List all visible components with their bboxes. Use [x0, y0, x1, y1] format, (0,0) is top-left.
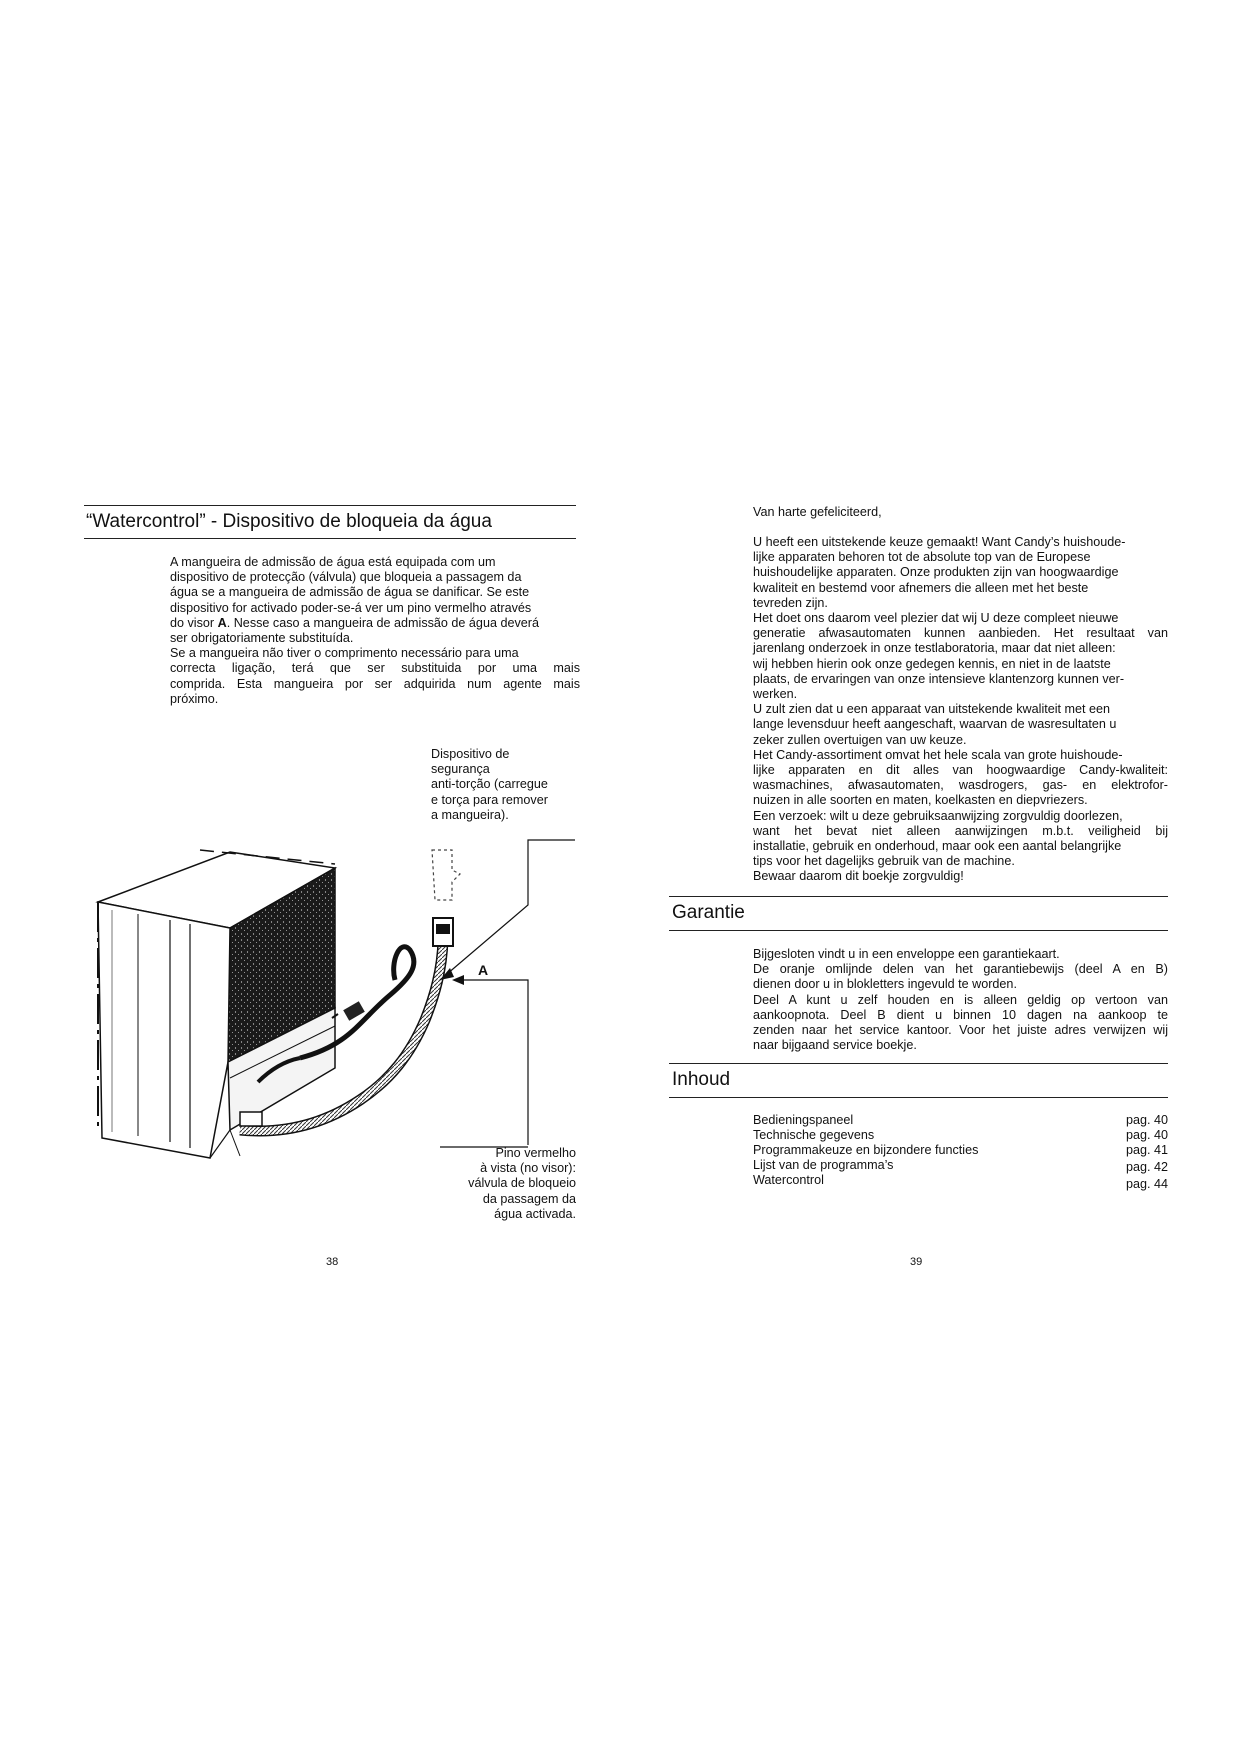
- caption-red-pin: Pino vermelho à vista (no visor): válvula de bloqueio da passagem da água activada.: [468, 1146, 576, 1221]
- inhoud-title: Inhoud: [672, 1069, 731, 1090]
- label-visor-a: A: [478, 962, 489, 978]
- para-line: dienen door u in blokletters ingevuld te worden.: [753, 977, 1017, 992]
- para-line: dispositivo for activado poder-se-á ver um pino vermelho através: [170, 600, 532, 615]
- left-title-rule-bottom: [84, 538, 576, 539]
- para-line: huishoudelijke apparaten. Onze produkten zijn van hoogwaardige: [753, 565, 1119, 580]
- para-line: zenden naar het service kantoor. Voor het juiste adres verwijzen wij: [753, 1023, 1168, 1038]
- callout-lines: [420, 830, 590, 1150]
- toc-item-title: Watercontrol: [753, 1173, 824, 1187]
- greeting: Van harte gefeliciteerd,: [753, 505, 882, 519]
- para-line: Deel A kunt u zelf houden en is alleen geldig op vertoon van: [753, 992, 1168, 1007]
- toc-item-title: Bedieningspaneel: [753, 1113, 854, 1127]
- inhoud-rule-top: [669, 1063, 1168, 1064]
- para-line: wij hebben hierin ook onze gedegen kennis, en niet in de laatste: [753, 656, 1111, 671]
- inhoud-rule-bottom: [669, 1097, 1168, 1098]
- toc-item-page: pag. 40: [1125, 1113, 1168, 1127]
- para-line: Bijgesloten vindt u in een enveloppe een garantiekaart.: [753, 947, 1060, 961]
- para-line: wasmachines, afwasautomaten, wasdrogers, gas- en elektrofor-: [753, 778, 1168, 793]
- toc-item-title: Lijst van de programma’s: [753, 1158, 894, 1172]
- para-line: água se a mangueira de admissão de água se danificar. Se este: [170, 585, 530, 600]
- para-line: generatie afwasautomaten kunnen aanbieden. Het resultaat van: [753, 626, 1168, 641]
- toc-item-page: pag. 40: [1125, 1128, 1168, 1142]
- para-line: A mangueira de admissão de água está equipada com um: [170, 555, 496, 569]
- callout-line-top: [440, 840, 575, 980]
- para-line: U heeft een uitstekende keuze gemaakt! Want Candy’s huishoude-: [753, 535, 1126, 549]
- intro-paragraph: [753, 535, 1168, 885]
- caption-anti-torsion: Dispositivo de segurança anti-torção (carregue e torça para remover a mangueira).: [431, 747, 548, 822]
- dishwasher-front: [98, 902, 230, 1158]
- toc-item[interactable]: [753, 1113, 1168, 1128]
- para-line: installatie, gebruik en onderhoud, maar ook een aantal belangrijke: [753, 839, 1122, 854]
- para-line: Het Candy-assortiment omvat het hele scala van grote huishoude-: [753, 747, 1123, 762]
- page-number-right: 39: [910, 1256, 923, 1268]
- para-line: correcta ligação, terá que ser substituida por uma mais: [170, 661, 580, 676]
- para-line: Se a mangueira não tiver o comprimento necessário para uma: [170, 646, 519, 661]
- para-line: naar bijgaand service boekje.: [753, 1038, 917, 1053]
- para-line: nuizen in alle soorten en maten, koelkasten en diepvriezers.: [753, 793, 1088, 808]
- garantie-rule-bottom: [669, 930, 1168, 931]
- para-line: aankoopnota. Deel B dient u binnen 10 dagen na aankoop te: [753, 1007, 1168, 1022]
- toc-item[interactable]: [753, 1173, 1168, 1191]
- para-line: zeker zullen overtuigen van uw keuze.: [753, 732, 967, 747]
- garantie-title: Garantie: [672, 902, 745, 923]
- para-line: próximo.: [170, 691, 219, 706]
- para-line: tips voor het dagelijks gebruik van de machine.: [753, 854, 1015, 869]
- toc-item[interactable]: [753, 1143, 1168, 1158]
- para-line: comprida. Esta mangueira por ser adquirida num agente mais: [170, 676, 580, 691]
- para-line: ser obrigatoriamente substituída.: [170, 631, 354, 646]
- garantie-rule-top: [669, 896, 1168, 897]
- garantie-paragraph: [753, 947, 1168, 1053]
- para-line: tevreden zijn.: [753, 595, 828, 610]
- para-line: do visor A. Nesse caso a mangueira de admissão de água deverá: [170, 615, 539, 630]
- para-line: lange levensduur heeft aangeschaft, waarvan de wasresultaten u: [753, 717, 1117, 732]
- watercontrol-paragraph: [170, 555, 580, 707]
- para-line: Een verzoek: wilt u deze gebruiksaanwijzing zorgvuldig doorlezen,: [753, 808, 1123, 823]
- left-page-title: “Watercontrol” - Dispositivo de bloqueia da água: [86, 511, 492, 532]
- toc-item[interactable]: [753, 1158, 1168, 1173]
- callout-line-bottom: [458, 980, 528, 1145]
- para-line: plaats, de ervaringen van onze intensieve klantenzorg kunnen ver-: [753, 671, 1125, 686]
- toc-item-title: Technische gegevens: [753, 1128, 875, 1142]
- para-line: jarenlang onderzoek in onze testlaboratoria, maar dat niet alleen:: [753, 641, 1116, 656]
- para-line: werken.: [753, 687, 798, 702]
- para-line: lijke apparaten en dit alles van hoogwaardige Candy-kwaliteit:: [753, 763, 1168, 778]
- para-line: dispositivo de protecção (válvula) que bloqueia a passagem da: [170, 570, 522, 585]
- toc-item[interactable]: [753, 1128, 1168, 1143]
- para-line: want het bevat niet alleen aanwijzingen m.b.t. veiligheid bij: [753, 823, 1168, 838]
- para-line: Bewaar daarom dit boekje zorgvuldig!: [753, 869, 964, 884]
- toc-item-page: pag. 41: [1125, 1143, 1168, 1157]
- power-plug: [343, 1001, 365, 1020]
- left-title-rule-top: [84, 505, 576, 506]
- para-line: lijke apparaten behoren tot de absolute top van de Europese: [753, 550, 1091, 565]
- para-line: U zult zien dat u een apparaat van uitstekende kwaliteit met een: [753, 702, 1111, 717]
- toc-item-title: Programmakeuze en bijzondere functies: [753, 1143, 979, 1157]
- toc-item-page: pag. 44: [1125, 1177, 1168, 1191]
- page-number-left: 38: [326, 1256, 339, 1268]
- para-line: kwaliteit en bestemd voor afnemers die alleen met het beste: [753, 580, 1089, 595]
- toc-item-page: pag. 42: [1125, 1160, 1168, 1174]
- para-line: De oranje omlijnde delen van het garantiebewijs (deel A en B): [753, 962, 1168, 977]
- para-line: Het doet ons daarom veel plezier dat wij U deze compleet nieuwe: [753, 611, 1119, 626]
